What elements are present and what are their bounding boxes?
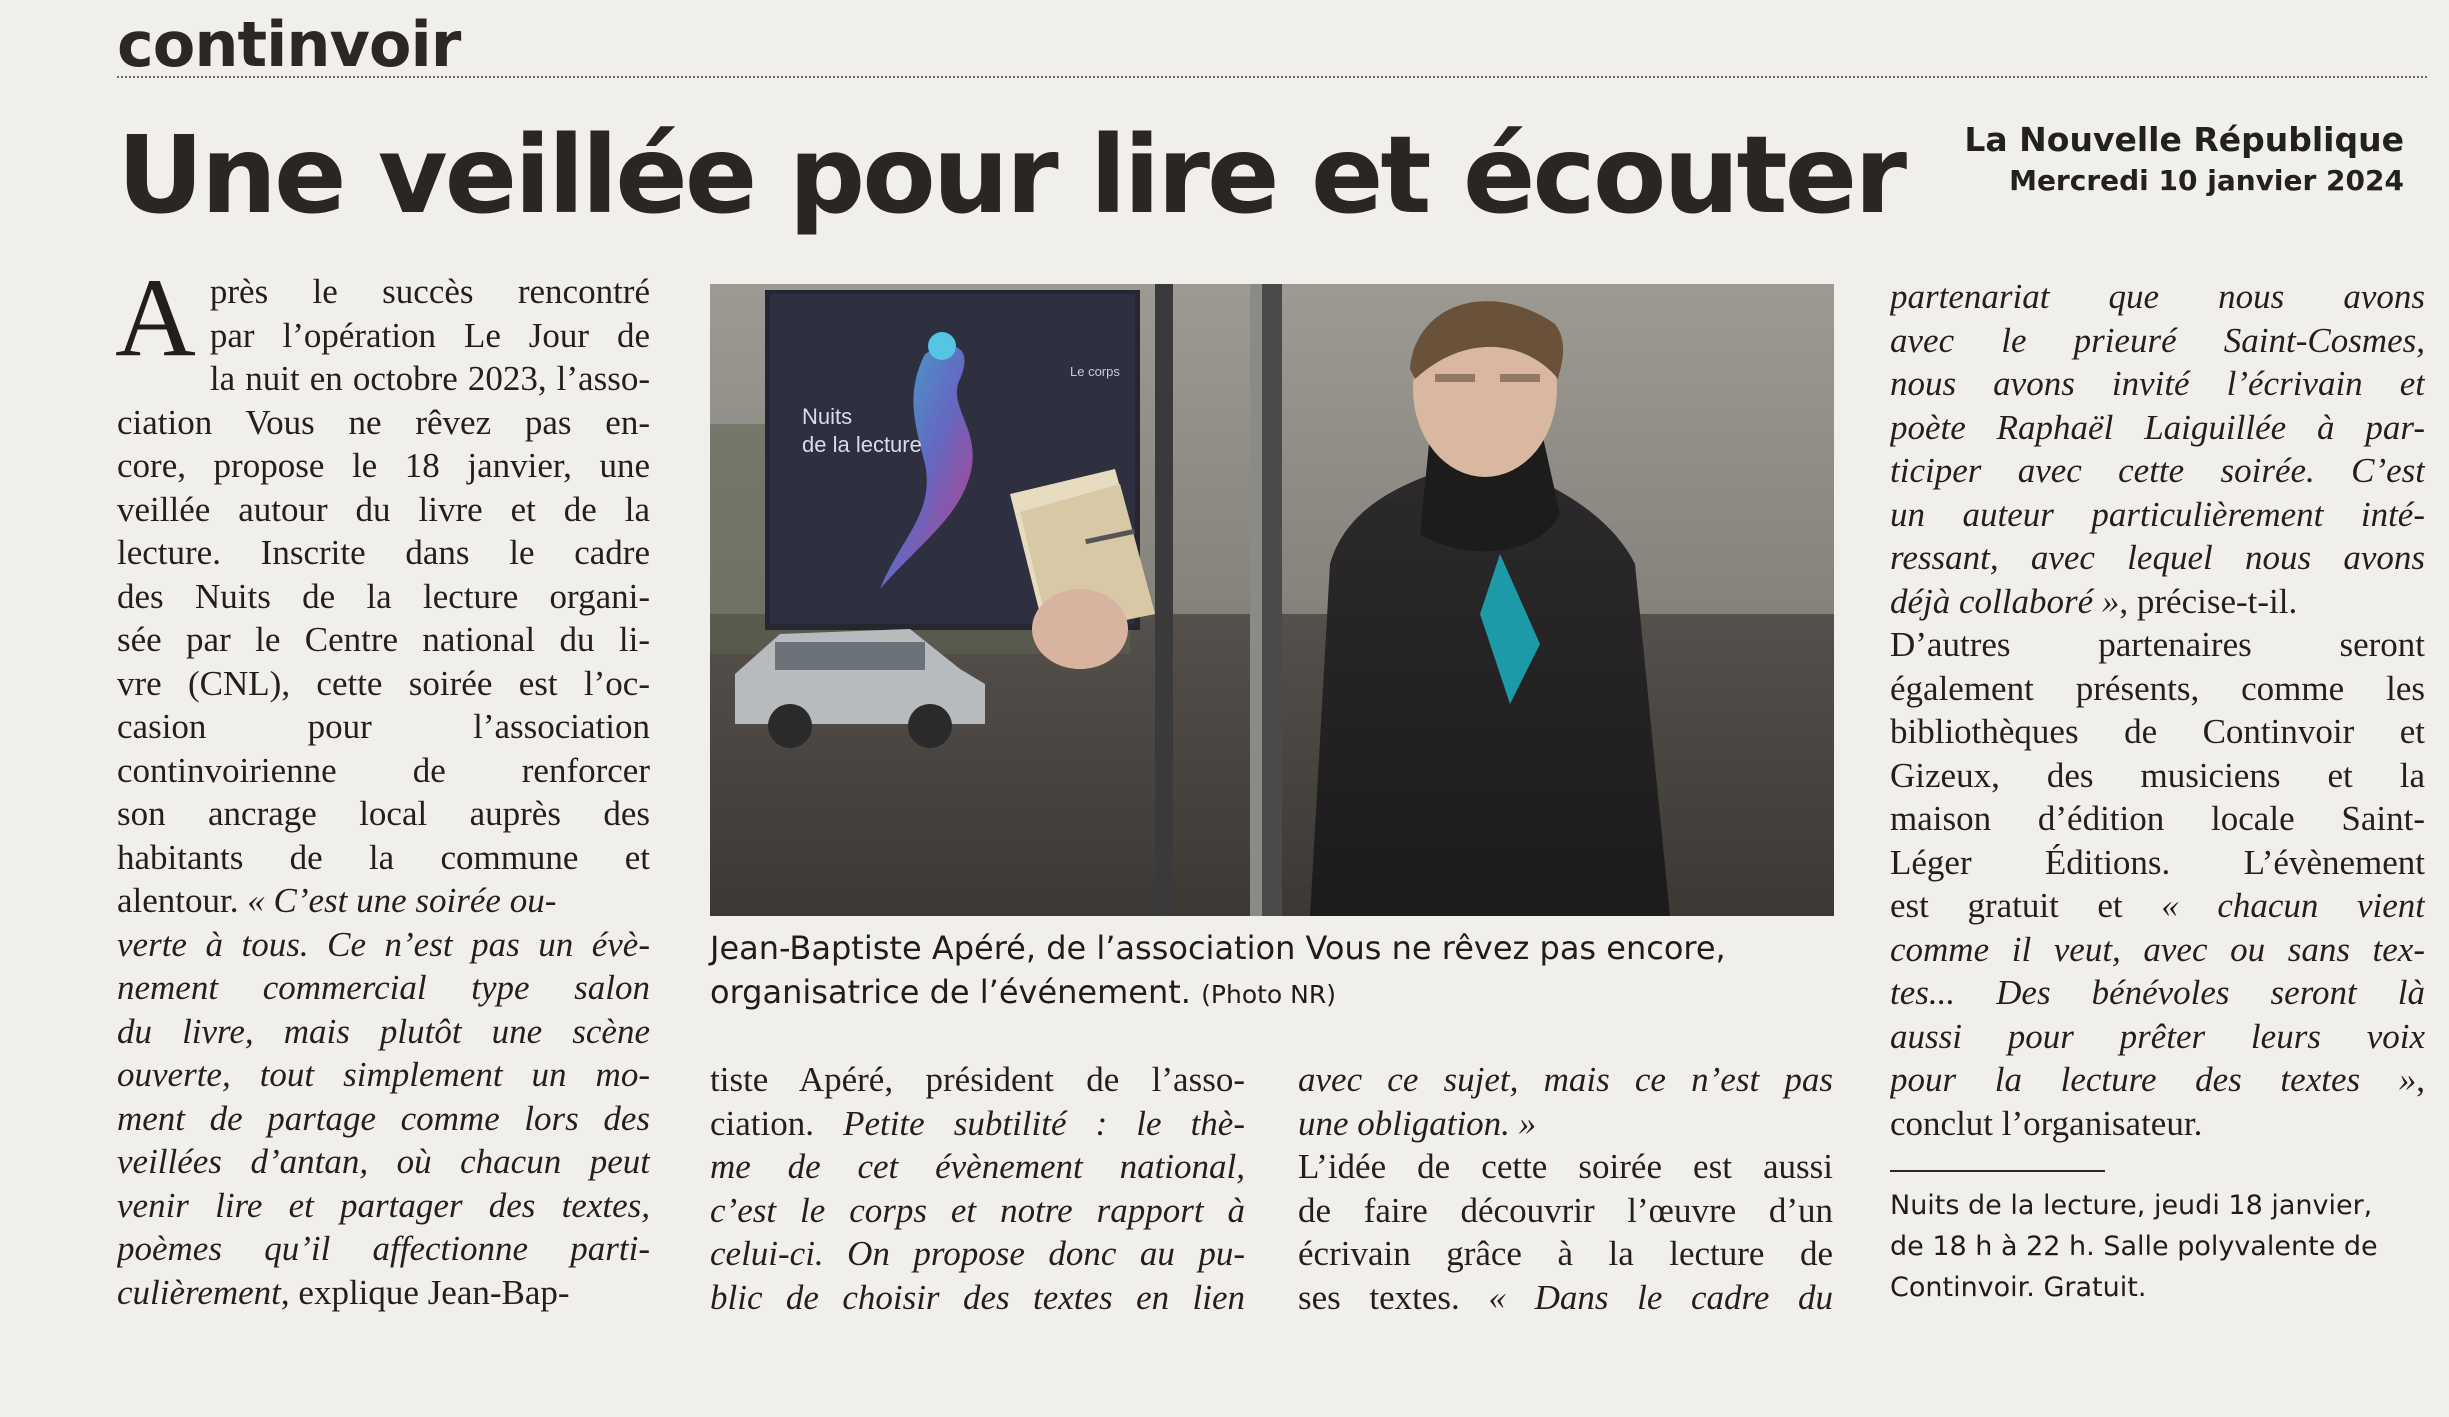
publication-date: Mercredi 10 janvier 2024: [2009, 163, 2404, 197]
caption-line: organisatrice de l’événement.: [710, 973, 1191, 1011]
quote-line: tes... Des bénévoles seront là: [1890, 973, 2425, 1012]
quote-line: celui-ci. On propose donc au pu-: [710, 1234, 1245, 1273]
quote-line: ticiper avec cette soirée. C’est: [1890, 451, 2425, 490]
text-line: Léger Éditions. L’évènement: [1890, 842, 2425, 882]
text-line: core, propose le 18 janvier, une: [117, 446, 650, 485]
text-line: la nuit en octobre 2023, l’asso-: [209, 359, 650, 398]
text-line: également présents, comme les: [1890, 668, 2425, 708]
quote-line: veillées d’antan, où chacun peut: [117, 1142, 650, 1181]
article-column-4: [1890, 275, 2425, 1145]
quote-line: poèmes qu’il affectionne parti-: [117, 1229, 650, 1268]
event-info-line: de 18 h à 22 h. Salle polyvalente de: [1890, 1231, 2378, 1262]
text-line: près le succès rencontré: [209, 272, 650, 311]
quote-line: un auteur particulièrement inté-: [1890, 494, 2425, 534]
caption-line: Jean-Baptiste Apéré, de l’association Vous ne rêvez pas encore,: [710, 929, 1726, 967]
info-divider: [1890, 1170, 2105, 1172]
quote-line: avec le prieuré Saint-Cosmes,: [1890, 320, 2425, 360]
text-line: bibliothèques de Continvoir et: [1890, 712, 2425, 751]
quote-line: ouverte, tout simplement un mo-: [117, 1055, 650, 1094]
text-line: son ancrage local auprès des: [117, 794, 650, 833]
article-column-3: [1298, 1058, 1833, 1319]
quote-line: du livre, mais plutôt une scène: [117, 1011, 650, 1051]
text-line: L’idée de cette soirée est aussi: [1298, 1147, 1833, 1186]
text-line: est gratuit et « chacun vient: [1890, 886, 2425, 925]
article-column-1: [115, 256, 650, 1314]
quote-line: nement commercial type salon: [117, 968, 650, 1007]
text-line: ses textes. « Dans le cadre du: [1298, 1277, 1833, 1317]
article-photo: [710, 284, 1834, 916]
text-line: conclut l’organisateur.: [1890, 1103, 2203, 1143]
text-line: culièrement, explique Jean-Bap-: [117, 1272, 570, 1312]
text-line: casion pour l’association: [117, 707, 650, 746]
text-line: sée par le Centre national du li-: [117, 620, 650, 659]
quote-line: verte à tous. Ce n’est pas un évè-: [117, 924, 650, 964]
poster-title: Nuits: [802, 404, 853, 429]
text-line: déjà collaboré », précise-t-il.: [1890, 581, 2298, 621]
text-line: de faire découvrir l’œuvre d’un: [1298, 1190, 1833, 1230]
photo-illustration: [710, 284, 1834, 916]
event-info-line: Continvoir. Gratuit.: [1890, 1272, 2147, 1303]
text-line: habitants de la commune et: [117, 837, 650, 877]
quote-line: nous avons invité l’écrivain et: [1890, 364, 2425, 403]
quote-line: blic de choisir des textes en lien: [710, 1277, 1245, 1317]
quote-line: partenariat que nous avons: [1890, 277, 2425, 316]
quote-line: poète Raphaël Laiguillée à par-: [1890, 407, 2425, 447]
text-line: Gizeux, des musiciens et la: [1890, 755, 2425, 795]
text-line: par l’opération Le Jour de: [209, 315, 650, 355]
quote-line: ment de partage comme lors des: [117, 1098, 650, 1138]
quote-line: une obligation. »: [1298, 1103, 1537, 1143]
photo-caption: [710, 926, 1834, 1017]
text-line: tiste Apéré, président de l’asso-: [710, 1060, 1245, 1099]
newspaper-name: La Nouvelle République: [1964, 120, 2404, 159]
text-line: D’autres partenaires seront: [1890, 625, 2425, 664]
text-line: lecture. Inscrite dans le cadre: [117, 533, 650, 572]
quote-line: c’est le corps et notre rapport à: [710, 1190, 1245, 1230]
rubric-divider: [117, 76, 2427, 78]
text-line: ciation Vous ne rêvez pas en-: [117, 402, 650, 442]
quote-line: me de cet évènement national,: [710, 1147, 1245, 1186]
quote-line: pour la lecture des textes »,: [1890, 1060, 2425, 1099]
drop-cap: A: [115, 256, 196, 380]
text-line: maison d’édition locale Saint-: [1890, 799, 2425, 838]
quote-line: aussi pour prêter leurs voix: [1890, 1016, 2425, 1056]
quote-line: venir lire et partager des textes,: [117, 1185, 650, 1225]
masthead: [1964, 118, 2404, 199]
text-line: des Nuits de la lecture organi-: [117, 576, 650, 616]
photo-credit: (Photo NR): [1201, 980, 1336, 1009]
text-line: veillée autour du livre et de la: [117, 489, 650, 529]
section-rubric: continvoir: [117, 8, 461, 81]
event-info-line: Nuits de la lecture, jeudi 18 janvier,: [1890, 1190, 2373, 1221]
poster-label: Le corps: [1070, 364, 1120, 379]
text-line: continvoirienne de renforcer: [117, 750, 650, 790]
text-line: écrivain grâce à la lecture de: [1298, 1234, 1833, 1273]
text-line: ciation. Petite subtilité : le thè-: [710, 1103, 1245, 1143]
quote-line: comme il veut, avec ou sans tex-: [1890, 929, 2425, 969]
quote-line: avec ce sujet, mais ce n’est pas: [1298, 1060, 1833, 1099]
quote-line: ressant, avec lequel nous avons: [1890, 538, 2425, 577]
event-info-box: [1890, 1185, 2435, 1308]
article-column-2: [710, 1058, 1245, 1319]
svg-text:de la lecture: de la lecture: [802, 432, 922, 457]
headline: Une veillée pour lire et écouter: [117, 114, 1905, 238]
quote-text: « C’est une soirée ou-: [247, 881, 557, 920]
text-line: vre (CNL), cette soirée est l’oc-: [117, 663, 650, 703]
text-line: alentour. « C’est une soirée ou-: [117, 881, 557, 920]
